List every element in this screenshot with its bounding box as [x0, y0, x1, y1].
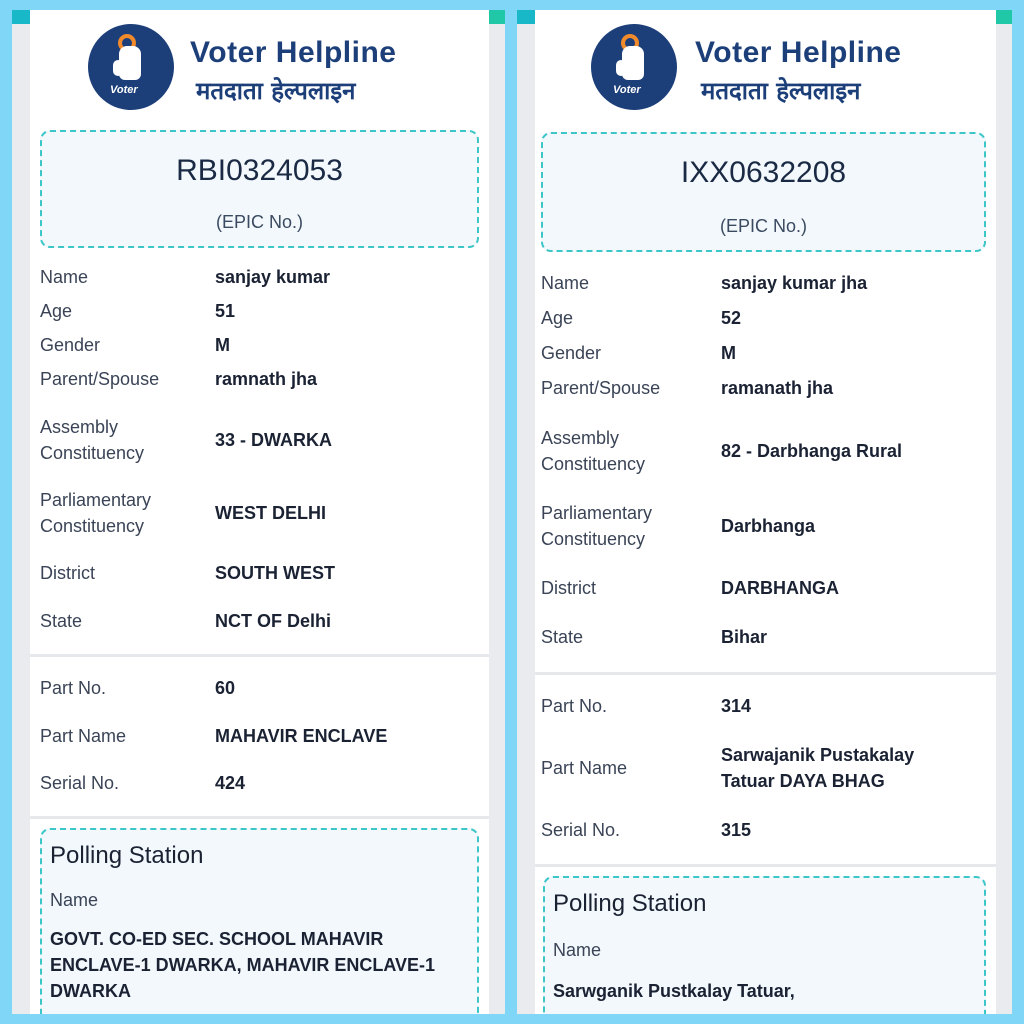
- epic-number: IXX0632208: [680, 156, 847, 189]
- polling-station-title: Polling Station: [50, 842, 204, 869]
- parliamentary-label: Parliamentary Constituency: [40, 490, 152, 536]
- age-value: 52: [721, 308, 742, 328]
- serial-value: 424: [215, 773, 246, 793]
- voter-helpline-logo: [30, 18, 489, 118]
- section-divider: [535, 864, 996, 867]
- gender-label: Gender: [541, 343, 602, 363]
- state-value: NCT OF Delhi: [215, 611, 331, 631]
- epic-number: RBI0324053: [176, 154, 343, 187]
- serial-label: Serial No.: [541, 820, 621, 840]
- epic-label: (EPIC No.): [719, 216, 807, 236]
- age-label: Age: [40, 301, 73, 321]
- voter-helpline-icon: Voter: [591, 24, 677, 110]
- parent-label: Parent/Spouse: [40, 369, 160, 389]
- voter-details-card: [535, 10, 996, 1014]
- corner-accent: [487, 10, 505, 24]
- assembly-value: 33 - DWARKA: [215, 430, 333, 450]
- app-title: Voter Helpline: [695, 36, 902, 69]
- parent-label: Parent/Spouse: [541, 378, 661, 398]
- voter-card-right: [517, 10, 1012, 1014]
- section-divider: [535, 672, 996, 675]
- district-label: District: [541, 578, 596, 598]
- app-subtitle: मतदाता हेल्पलाइन: [701, 77, 861, 105]
- assembly-label: Assembly Constituency: [541, 428, 646, 474]
- serial-label: Serial No.: [40, 773, 120, 793]
- parliamentary-value: Darbhanga: [721, 516, 816, 536]
- state-label: State: [541, 627, 584, 647]
- voter-details-card: [30, 10, 489, 1014]
- part-no-value: 60: [215, 678, 236, 698]
- name-value: sanjay kumar: [215, 267, 331, 287]
- voter-helpline-icon: Voter: [88, 24, 174, 110]
- parent-value: ramanath jha: [721, 378, 834, 398]
- state-value: Bihar: [721, 627, 768, 647]
- polling-address: Sarwganik Pustkalay Tatuar,: [553, 981, 795, 1001]
- epic-box: [541, 132, 986, 252]
- parent-value: ramnath jha: [215, 369, 318, 389]
- district-value: SOUTH WEST: [215, 563, 335, 583]
- serial-value: 315: [721, 820, 752, 840]
- app-title: Voter Helpline: [190, 36, 397, 69]
- epic-box: [40, 130, 479, 248]
- gender-value: M: [215, 335, 230, 355]
- part-name-value: Sarwajanik Pustakalay Tatuar DAYA BHAG: [721, 745, 915, 791]
- voter-card-left: [12, 10, 505, 1014]
- part-name-label: Part Name: [541, 758, 628, 778]
- voter-helpline-logo: [535, 18, 996, 118]
- name-label: Name: [541, 273, 590, 293]
- part-no-label: Part No.: [541, 696, 608, 716]
- part-name-value: MAHAVIR ENCLAVE: [215, 726, 388, 746]
- section-divider: [30, 654, 489, 657]
- part-no-value: 314: [721, 696, 752, 716]
- parliamentary-value: WEST DELHI: [215, 503, 326, 523]
- gender-value: M: [721, 343, 736, 363]
- assembly-label: Assembly Constituency: [40, 417, 145, 463]
- age-value: 51: [215, 301, 236, 321]
- parliamentary-label: Parliamentary Constituency: [541, 503, 653, 549]
- polling-name-label: Name: [553, 940, 602, 960]
- polling-address: GOVT. CO-ED SEC. SCHOOL MAHAVIR ENCLAVE-1 DWARKA, MAHAVIR ENCLAVE-1 DWARKA: [50, 929, 436, 1001]
- corner-accent: [994, 10, 1012, 24]
- section-divider: [30, 816, 489, 819]
- epic-label: (EPIC No.): [215, 212, 303, 232]
- name-label: Name: [40, 267, 89, 287]
- part-name-label: Part Name: [40, 726, 127, 746]
- state-label: State: [40, 611, 83, 631]
- app-subtitle: मतदाता हेल्पलाइन: [196, 77, 356, 105]
- age-label: Age: [541, 308, 574, 328]
- district-label: District: [40, 563, 95, 583]
- name-value: sanjay kumar jha: [721, 273, 868, 293]
- assembly-value: 82 - Darbhanga Rural: [721, 441, 903, 461]
- corner-accent: [12, 10, 30, 24]
- gender-label: Gender: [40, 335, 101, 355]
- polling-station-box: [543, 876, 986, 1014]
- polling-station-title: Polling Station: [553, 890, 707, 917]
- polling-name-label: Name: [50, 890, 99, 910]
- district-value: DARBHANGA: [721, 578, 839, 598]
- part-no-label: Part No.: [40, 678, 107, 698]
- polling-station-box: [40, 828, 479, 1014]
- corner-accent: [517, 10, 535, 24]
